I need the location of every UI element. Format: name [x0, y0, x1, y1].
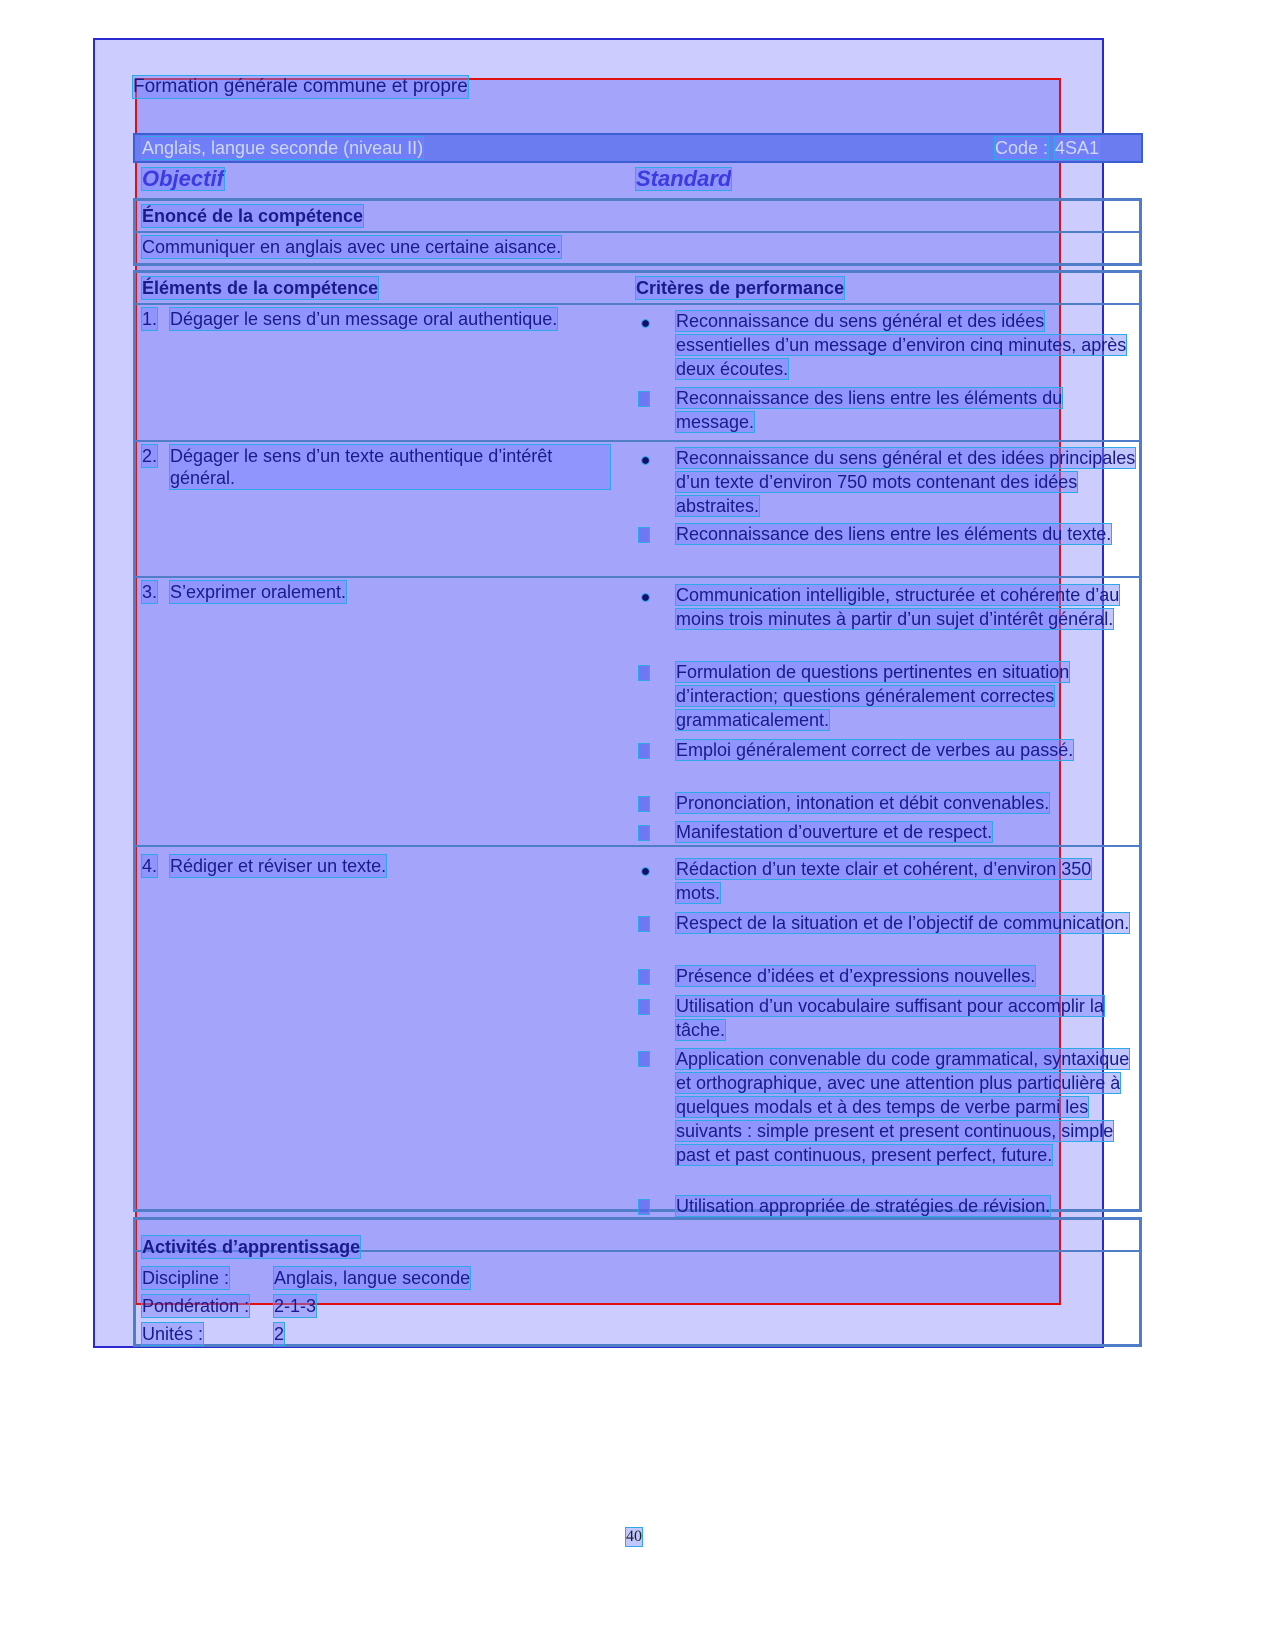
row2-criterion-1: Reconnaissance du sens général et des idées principales d’un texte d’environ 750 mots contenant des idées abstraites.: [676, 448, 1136, 516]
unites-value: 2: [274, 1324, 285, 1344]
course-title: Anglais, langue seconde (niveau II): [142, 138, 424, 158]
row4-criterion-1: Rédaction d’un texte clair et cohérent, d’environ 350 mots.: [676, 859, 1092, 903]
code-value: 4SA1: [1055, 138, 1100, 158]
row4-criterion-3: Présence d’idées et d’expressions nouvelles.: [676, 966, 1036, 986]
row4-criterion-6: Utilisation appropriée de stratégies de révision.: [676, 1196, 1051, 1216]
code-label: Code :: [995, 138, 1049, 158]
col-criteres-header: Critères de performance: [636, 278, 845, 298]
bullet-icon: [639, 528, 649, 542]
col-elements-header: Éléments de la compétence: [142, 278, 379, 298]
competence-text: Communiquer en anglais avec une certaine aisance.: [142, 237, 562, 257]
bullet-icon: [642, 868, 649, 875]
row4-element: Rédiger et réviser un texte.: [170, 856, 387, 876]
row3-criterion-2: Formulation de questions pertinentes en situation d’interaction; questions généralement correctes grammaticalement.: [676, 662, 1070, 730]
row4-num: 4.: [142, 856, 158, 876]
bullet-icon: [639, 797, 649, 811]
bullet-icon: [639, 1200, 649, 1214]
row1-num: 1.: [142, 309, 158, 329]
discipline-label: Discipline :: [142, 1268, 230, 1288]
row3-criterion-4: Prononciation, intonation et débit convenables.: [676, 793, 1050, 813]
section-title: Formation générale commune et propre: [133, 76, 468, 97]
bullet-icon: [642, 457, 649, 464]
ponderation-value: 2-1-3: [274, 1296, 317, 1316]
row1-criterion-2: Reconnaissance des liens entre les éléments du message.: [676, 388, 1063, 432]
row3-element: S’exprimer oralement.: [170, 582, 347, 602]
competence-label: Énoncé de la compétence: [142, 206, 364, 226]
row2-element: Dégager le sens d’un texte authentique d’intérêt général.: [170, 445, 610, 489]
bullet-icon: [639, 1000, 649, 1014]
row4-criterion-4: Utilisation d’un vocabulaire suffisant pour accomplir la tâche.: [676, 996, 1104, 1040]
row3-criterion-1: Communication intelligible, structurée et cohérente d’au moins trois minutes à partir d’un sujet d’intérêt général.: [676, 585, 1120, 629]
bullet-icon: [639, 826, 649, 840]
bullet-icon: [639, 744, 649, 758]
bullet-icon: [639, 666, 649, 680]
row3-criterion-5: Manifestation d’ouverture et de respect.: [676, 822, 993, 842]
bullet-icon: [639, 1052, 649, 1066]
row4-criterion-5: Application convenable du code grammatical, syntaxique et orthographique, avec une attention plus particulière à quelques modals et à des temps de verbe parmi les suivants : simple present et present continuous, simple past et past continuous, present perfect, future.: [676, 1049, 1130, 1165]
bullet-icon: [639, 917, 649, 931]
row1-criterion-1: Reconnaissance du sens général et des idées essentielles d’un message d’environ cinq minutes, après deux écoutes.: [676, 311, 1127, 379]
page-number: 40: [626, 1528, 642, 1545]
discipline-value: Anglais, langue seconde: [274, 1268, 471, 1288]
row3-criterion-3: Emploi généralement correct de verbes au passé.: [676, 740, 1074, 760]
bullet-icon: [639, 392, 649, 406]
ponderation-label: Pondération :: [142, 1296, 250, 1316]
standard-heading: Standard: [636, 166, 732, 191]
row2-criterion-2: Reconnaissance des liens entre les éléments du texte.: [676, 524, 1112, 544]
unites-label: Unités :: [142, 1324, 204, 1344]
activities-label: Activités d’apprentissage: [142, 1237, 361, 1257]
bullet-icon: [642, 320, 649, 327]
bullet-icon: [642, 594, 649, 601]
row4-criterion-2: Respect de la situation et de l’objectif de communication.: [676, 913, 1130, 933]
row3-num: 3.: [142, 582, 158, 602]
objectif-heading: Objectif: [142, 166, 224, 191]
bullet-icon: [639, 970, 649, 984]
row1-element: Dégager le sens d’un message oral authentique.: [170, 309, 558, 329]
row2-num: 2.: [142, 446, 158, 466]
